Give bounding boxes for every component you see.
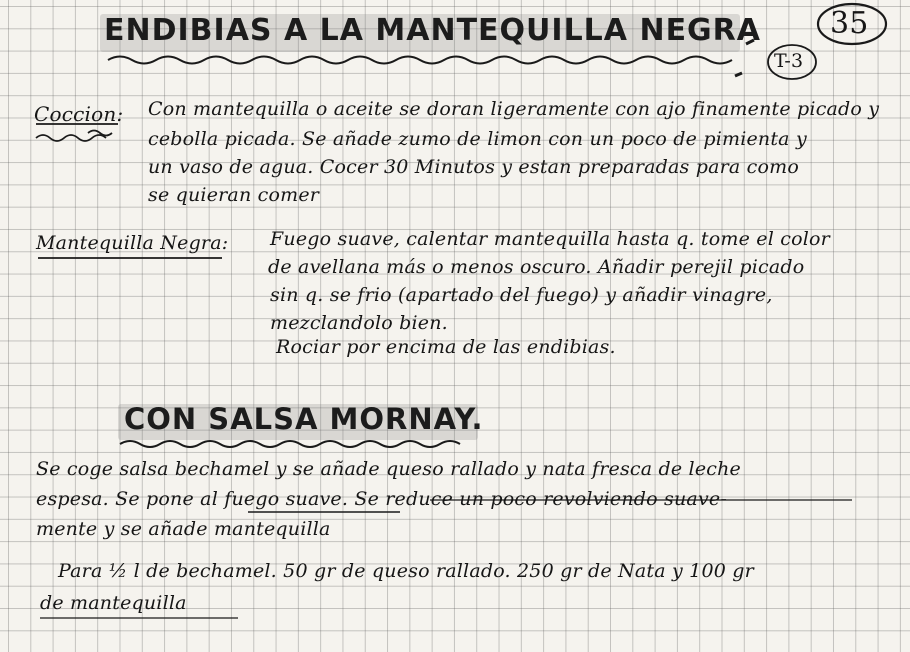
ink-mark — [735, 73, 742, 76]
quantities-line: de mantequilla — [40, 592, 187, 614]
mornay-line: mente y se añade mantequilla — [36, 518, 331, 540]
title-wavy-underline — [108, 57, 732, 64]
recipe-title: ENDIBIAS A LA MANTEQUILLA NEGRA — [104, 13, 762, 48]
mantequilla-negra-line: Rociar por encima de las endibias. — [276, 336, 616, 358]
subtitle-wavy-underline — [120, 441, 460, 447]
coccion-line: un vaso de agua. Cocer 30 Minutos y estan preparadas para como — [148, 156, 800, 178]
mantequilla-negra-label: Mantequilla Negra: — [36, 232, 229, 254]
mornay-line: Se coge salsa bechamel y se añade queso rallado y nata fresca de leche — [36, 458, 741, 480]
quantities-line: Para ½ l de bechamel. 50 gr de queso rallado. 250 gr de Nata y 100 gr — [58, 560, 754, 582]
mantequilla-negra-line: Fuego suave, calentar mantequilla hasta q. tome el color — [270, 228, 830, 250]
coccion-wavy-underline — [36, 135, 106, 141]
coccion-label: Coccion: — [34, 102, 124, 126]
coccion-line: cebolla picada. Se añade zumo de limon con un poco de pimienta y — [148, 128, 807, 150]
coccion-line: Con mantequilla o aceite se doran ligeramente con ajo finamente picado y — [148, 98, 880, 120]
subtitle: CON SALSA MORNAY. — [124, 402, 484, 436]
mornay-line: espesa. Se pone al fuego suave. Se reduce un poco revolviendo suave- — [36, 488, 727, 510]
page-number: 35 — [830, 6, 869, 41]
coccion-line: se quieran comer — [148, 184, 320, 206]
mantequilla-negra-line: sin q. se frio (apartado del fuego) y añadir vinagre, — [270, 284, 773, 306]
mantequilla-negra-line: de avellana más o menos oscuro. Añadir perejil picado — [268, 256, 805, 278]
reference-tag: T-3 — [774, 50, 804, 72]
mantequilla-negra-line: mezclandolo bien. — [270, 312, 448, 334]
